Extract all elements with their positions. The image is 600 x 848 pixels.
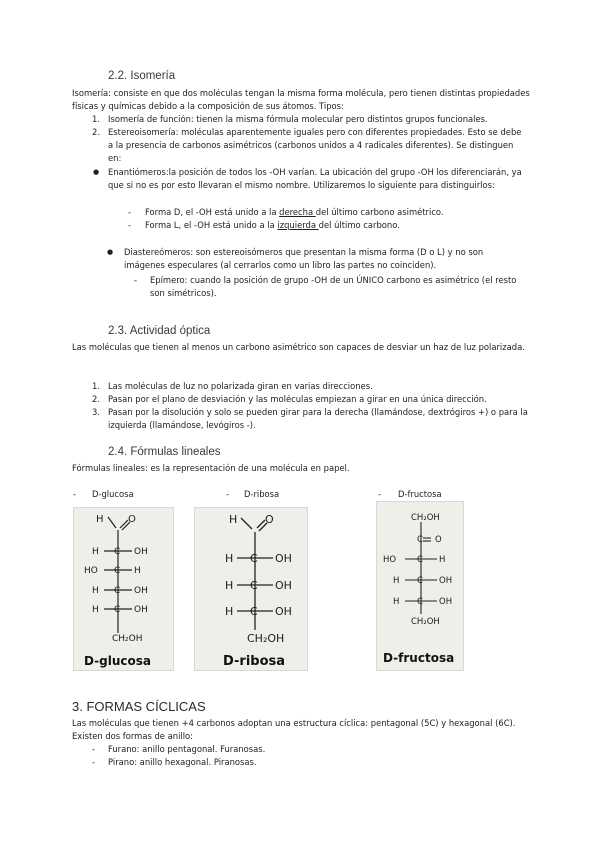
list-item: Pasan por el plano de desviación y las moléculas empiezan a girar en una única dirección. [108, 394, 487, 404]
diastereomeros-text [124, 246, 524, 272]
glucosa-caption: D-glucosa [84, 654, 152, 668]
ribosa-caption: D-ribosa [223, 654, 286, 669]
svg-text:H: H [229, 513, 238, 526]
dash-marker: - [92, 757, 96, 767]
enantiomeros-text [108, 166, 526, 192]
forma-l-underlined: izquierda [277, 220, 319, 230]
svg-text:C: C [250, 605, 258, 618]
term-label: Enantiómeros [108, 167, 166, 177]
svg-text:CH₂OH: CH₂OH [247, 632, 285, 645]
svg-text:C: C [114, 566, 121, 576]
term-label: Estereoisomería [108, 127, 176, 137]
svg-text:CH₂OH: CH₂OH [411, 513, 440, 523]
list-number: 2. [92, 127, 100, 137]
section-heading-actividad-optica: 2.3. Actividad óptica [108, 325, 211, 337]
svg-text:H: H [439, 555, 446, 565]
term-text: : moléculas aparentemente iguales pero con diferentes propiedades. Esto se debe a la presencia de carbonos asimétricos (carbonos unidos a 4 radicales diferentes). Se distinguen en: [108, 127, 522, 163]
svg-text:OH: OH [275, 579, 292, 592]
dash-marker: - [92, 744, 96, 754]
fructosa-caption: D-fructosa [383, 651, 455, 665]
list-item-estereoisomeria [108, 126, 526, 165]
forma-d-pre: Forma D, el -OH está unido a la [145, 207, 280, 217]
formulas-intro: Fórmulas lineales: es la representación de una molécula en papel. [72, 463, 350, 473]
svg-text:C: C [250, 552, 258, 565]
term-text: :la posición de todos los -OH varían. La ubicación del grupo -OH los diferenciarán, ya que si no es por esto llevaran el mismo nombre. Utilizaremos lo siguiente para distinguirlos: [108, 167, 522, 190]
figure-label-ribosa: D-ribosa [244, 489, 280, 499]
dash-marker: - [134, 275, 138, 285]
epimero-text [150, 274, 528, 300]
dash-marker: - [73, 489, 77, 499]
section-heading-formulas-lineales: 2.4. Fórmulas lineales [108, 446, 221, 458]
section-heading-formas-ciclicas: 3. FORMAS CÍCLICAS [72, 699, 206, 714]
svg-text:OH: OH [134, 547, 148, 557]
svg-text:C: C [114, 605, 121, 615]
term-text: : tienen la misma fórmula molecular pero distintos grupos funcionales. [190, 114, 488, 124]
list-number: 1. [92, 381, 100, 391]
svg-text:H: H [225, 579, 234, 592]
svg-text:O: O [128, 514, 136, 525]
svg-text:HO: HO [84, 566, 98, 576]
list-item: Las moléculas de luz no polarizada giran en varias direcciones. [108, 381, 373, 391]
svg-text:C: C [114, 586, 121, 596]
list-item-isomeria-funcion [108, 113, 488, 126]
actividad-intro: Las moléculas que tienen al menos un carbono asimétrico son capaces de desviar un haz de luz polarizada. [72, 342, 525, 352]
dash-marker: - [378, 489, 382, 499]
term-label: Isomería de función [108, 114, 191, 124]
glucosa-fischer-drawing [74, 508, 173, 670]
fructosa-fischer-drawing [377, 502, 463, 670]
svg-text:O: O [265, 513, 274, 526]
forma-d-post: del último carbono asimétrico. [315, 207, 444, 217]
ribosa-structure-image [194, 507, 308, 671]
svg-text:H: H [393, 576, 400, 586]
list-item-furano: Furano: anillo pentagonal. Furanosas. [108, 744, 266, 754]
forma-l-pre: Forma L, el -OH está unido a la [145, 220, 278, 230]
svg-text:C: C [250, 579, 258, 592]
list-item-pirano: Pirano: anillo hexagonal. Piranosas. [108, 757, 257, 767]
svg-text:H: H [92, 605, 99, 615]
list-number: 2. [92, 394, 100, 404]
forma-d-underlined: derecha [279, 207, 316, 217]
svg-text:OH: OH [134, 605, 148, 615]
term-label: Diastereómeros [124, 247, 191, 257]
svg-text:H: H [92, 586, 99, 596]
section-heading-isomeria: 2.2. Isomería [108, 70, 176, 82]
svg-text:C: C [417, 555, 423, 565]
isomeria-intro: Isomería: consiste en que dos moléculas tengan la misma forma molécula, pero tienen distintas propiedades físicas y químicas debido a la composición de sus átomos. Tipos: [72, 88, 530, 111]
list-item: Pasan por la disolución y solo se pueden girar para la derecha (llamándose, dextrógiros +) o para la izquierda (llamándose, levógiros -). [108, 407, 528, 430]
dash-marker: - [128, 220, 132, 230]
svg-text:H: H [96, 514, 104, 525]
term-text: : son estereoisómeros que presentan la misma forma (D o L) y no son imágenes especulares (al cerrarlos como un libro las partes no coinciden). [124, 247, 484, 270]
svg-text:O: O [435, 535, 442, 545]
svg-text:H: H [225, 552, 234, 565]
bullet-icon: ● [107, 248, 114, 256]
dash-marker: - [128, 207, 132, 217]
svg-text:OH: OH [439, 597, 453, 607]
svg-text:C: C [417, 597, 423, 607]
figure-label-fructosa: D-fructosa [398, 489, 442, 499]
svg-text:OH: OH [439, 576, 453, 586]
svg-text:CH₂OH: CH₂OH [112, 634, 143, 644]
dash-marker: - [226, 489, 230, 499]
glucosa-structure-image [73, 507, 174, 671]
fructosa-structure-image [376, 501, 464, 671]
svg-text:CH₂OH: CH₂OH [411, 617, 440, 627]
list-number: 1. [92, 114, 100, 124]
term-label: Epímero [150, 275, 185, 285]
svg-text:OH: OH [275, 605, 292, 618]
svg-text:H: H [92, 547, 99, 557]
bullet-icon: ● [93, 168, 100, 176]
svg-text:C: C [417, 576, 423, 586]
forma-d-text [145, 206, 444, 219]
term-text: : cuando la posición de grupo -OH de un ÚNICO carbono es asimétrico (el resto son simétricos). [150, 275, 517, 298]
svg-text:H: H [225, 605, 234, 618]
svg-text:OH: OH [134, 586, 148, 596]
svg-text:H: H [134, 566, 141, 576]
figure-label-glucosa: D-glucosa [92, 489, 134, 499]
svg-text:H: H [393, 597, 400, 607]
svg-text:C: C [417, 535, 423, 545]
formas-ciclicas-intro: Las moléculas que tienen +4 carbonos adoptan una estructura cíclica: pentagonal (5C) y hexagonal (6C). Existen dos formas de anillo: [72, 718, 516, 741]
forma-l-post: del último carbono. [318, 220, 400, 230]
svg-text:C: C [114, 547, 121, 557]
forma-l-text [145, 219, 400, 232]
list-number: 3. [92, 407, 100, 417]
svg-text:HO: HO [383, 555, 397, 565]
svg-text:OH: OH [275, 552, 292, 565]
ribosa-fischer-drawing [195, 508, 307, 670]
